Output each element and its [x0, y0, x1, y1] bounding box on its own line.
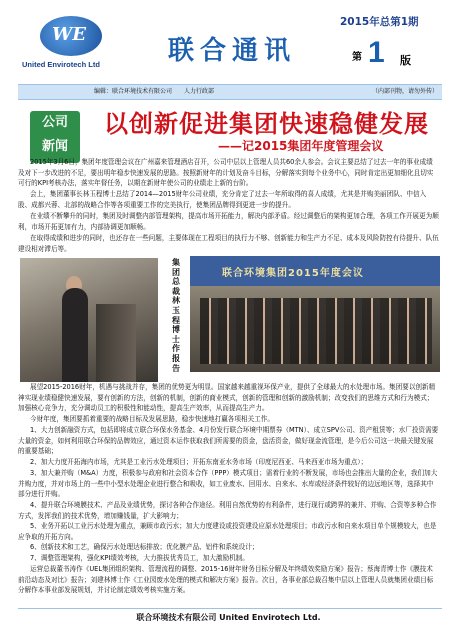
- internal-note: （内部刊物，请勿外传）: [372, 88, 439, 95]
- article-paragraph: 6、创新技术和工艺，确保污水处理达标排放；优化膜产品、铝件和系统设计；: [30, 543, 259, 551]
- issue-number: 2015年总第1期: [340, 16, 419, 28]
- newsletter-title: 联合通讯: [168, 36, 297, 66]
- page-suffix: 版: [400, 54, 411, 67]
- speaker-photo-caption: 集团总裁林玉程博士作报告: [172, 258, 180, 373]
- article-paragraph: 在业绩不断攀升的同时，集团及时调整内部管理架构，提高市场开拓能力，解决内部矛盾。经过调整后的架构更加合理，各项工作开展更为顺利，市场开拓更加有力，内部协调更加顺畅。: [18, 212, 439, 231]
- article-paragraph: 4、提升联合环境膜技术、产品及业绩优势，探讨各种合作途径。利用自然优势的有利条件，进行现行或跨界的兼并、并购、合资等多种合作方式，发挥我们的技术优势，增加赚钱量，扩大影响力；: [18, 501, 437, 520]
- speaker-figure: [62, 288, 88, 382]
- section-tag-line-1: 公司: [41, 115, 68, 130]
- podium: [96, 304, 136, 382]
- article-paragraph: 运营总裁董书涛作《UEL集团组织架构、管理流程的调整、2015-16财年财务目标分解及年终绩效奖励方案》报告；蔡海青博士作《膜技术前沿动态及对比》报告；刘建林博士作《工业园废水处理的模式和解决方案》报告。次日，各事业部总裁召集中层以上管理人员就集团业绩目标分解作本事业部发展规划，并讨论制定绩效考核实施方案。: [18, 565, 434, 594]
- article-paragraph: 1、大力创新融资方式，包括即将成立联合环保水务基金、4月份发行联合环境中期票券（MTN）、成立SPV公司、资产租赁等；水厂投资需要大量的资金，如何利用联合环保的品牌效应，通过资本运作获取我们所需要的资金，盘活资金，做好现金流管理，是今后公司这一块最关键发展的重要基础；: [18, 426, 439, 455]
- page-prefix: 第: [352, 52, 362, 63]
- section-tag: [30, 111, 80, 163]
- logo-company-name: United Envirotech Ltd: [22, 60, 100, 69]
- company-logo: [22, 14, 142, 76]
- article-paragraph: 3、加大兼并购（M&A）力度，积极参与政府和社会资本合作（PPP）模式项目；需着行业的不断发展，市场也会推出大量的企业，我们加大并购力度，并对市场上的一些中小型水处理企业进行整合和吸收，如工业废水、回用水、自来水、水库或经济条件较好的边远地区等，选择其中部分进行并购。: [18, 469, 438, 498]
- article-subhead: ——记2015集团年度管理会议: [218, 139, 384, 153]
- article-paragraph: 5、业务开拓以工业污水处理为重点，兼顾市政污水；加大力度建设或投资建设应原水处理项目；市政污水和自来水项目单个规模较大，也是应争取的开拓方向。: [18, 522, 437, 541]
- article-paragraph: 2015年3月6日，集团年度管理会议在广州嘉来管理酒店召开，公司中层以上管理人员共60余人参会。会议主要总结了过去一年的事业成绩及对下一步改进的不足，要出明年稳步快速发展的思路。按照新财年的计划及奋斗目标，分解落实到每个业务中心，同时肯定出更加细化且切实可行的KPI考核办法，落实年督任务，以期在新财年使公司的业绩走上新的台阶。: [18, 158, 434, 187]
- article-paragraph: 在取得成绩和进步的同时，也还存在一些问题，主要体现在工程项目的执行力不够、创新能力和生产力不足、成本及风险防控有待提升、队伍建设相对滞后等。: [18, 234, 439, 253]
- article-paragraph: 会上，集团董事长林玉程博士总结了2014—2015财年公司业绩，充分肯定了过去一年所取得的喜人成绩，尤其是并购美丽团队、中信入股、成都兴蓉、北部的战略合作等各项重要工作的完美执行，使集团品牌得到更进一步的提升。: [18, 190, 427, 209]
- page-number: 1: [368, 36, 385, 69]
- section-tag-line-2: 新闻: [41, 139, 68, 154]
- article-paragraph: 2、加大力度开拓海内市场，尤其是工业污水处理项目；开拓东南亚水务市场（印度尼西亚、马来西亚市场为重点）；: [30, 458, 368, 466]
- speaker-photo: [20, 258, 158, 382]
- article-paragraph: 展望2015-2016财年，机遇与挑战并存，集团的优势更为明显。国家越来越重视环保产业，提供了全球最大的水处理市场。集团要以创新精神实现业绩稳健快速发展，要有创新的方法，创新的机制，创新的商业模式，创新的管理和创新的激励机制；改变我们的思维方式和行为模式；加强核心竞争力，充分调动员工的积极性和能动性，提高生产效率，从而提高生产力。: [18, 383, 436, 412]
- article-paragraph: 7、调整管理架构，强化KPI绩效考核，大力推拔优秀员工，加大激励机制。: [30, 554, 249, 562]
- group-photo-banner: 联合环境集团2015年度会议: [222, 268, 364, 279]
- editor-line: 编辑：联合环境技术有限公司 人力行政部: [94, 88, 215, 95]
- footer-company: 联合环境技术有限公司 United Envirotech Ltd.: [136, 613, 321, 622]
- article-paragraph: 今财年度，集团要抓着重要的战略目标及发展思路，稳步快速地打赢各项相关工作。: [30, 415, 274, 423]
- footer-rule: [18, 608, 442, 609]
- article-headline: 以创新促进集团快速稳健发展: [104, 110, 429, 138]
- group-photo-crowd: [200, 298, 432, 364]
- logo-mark: WE: [52, 24, 86, 45]
